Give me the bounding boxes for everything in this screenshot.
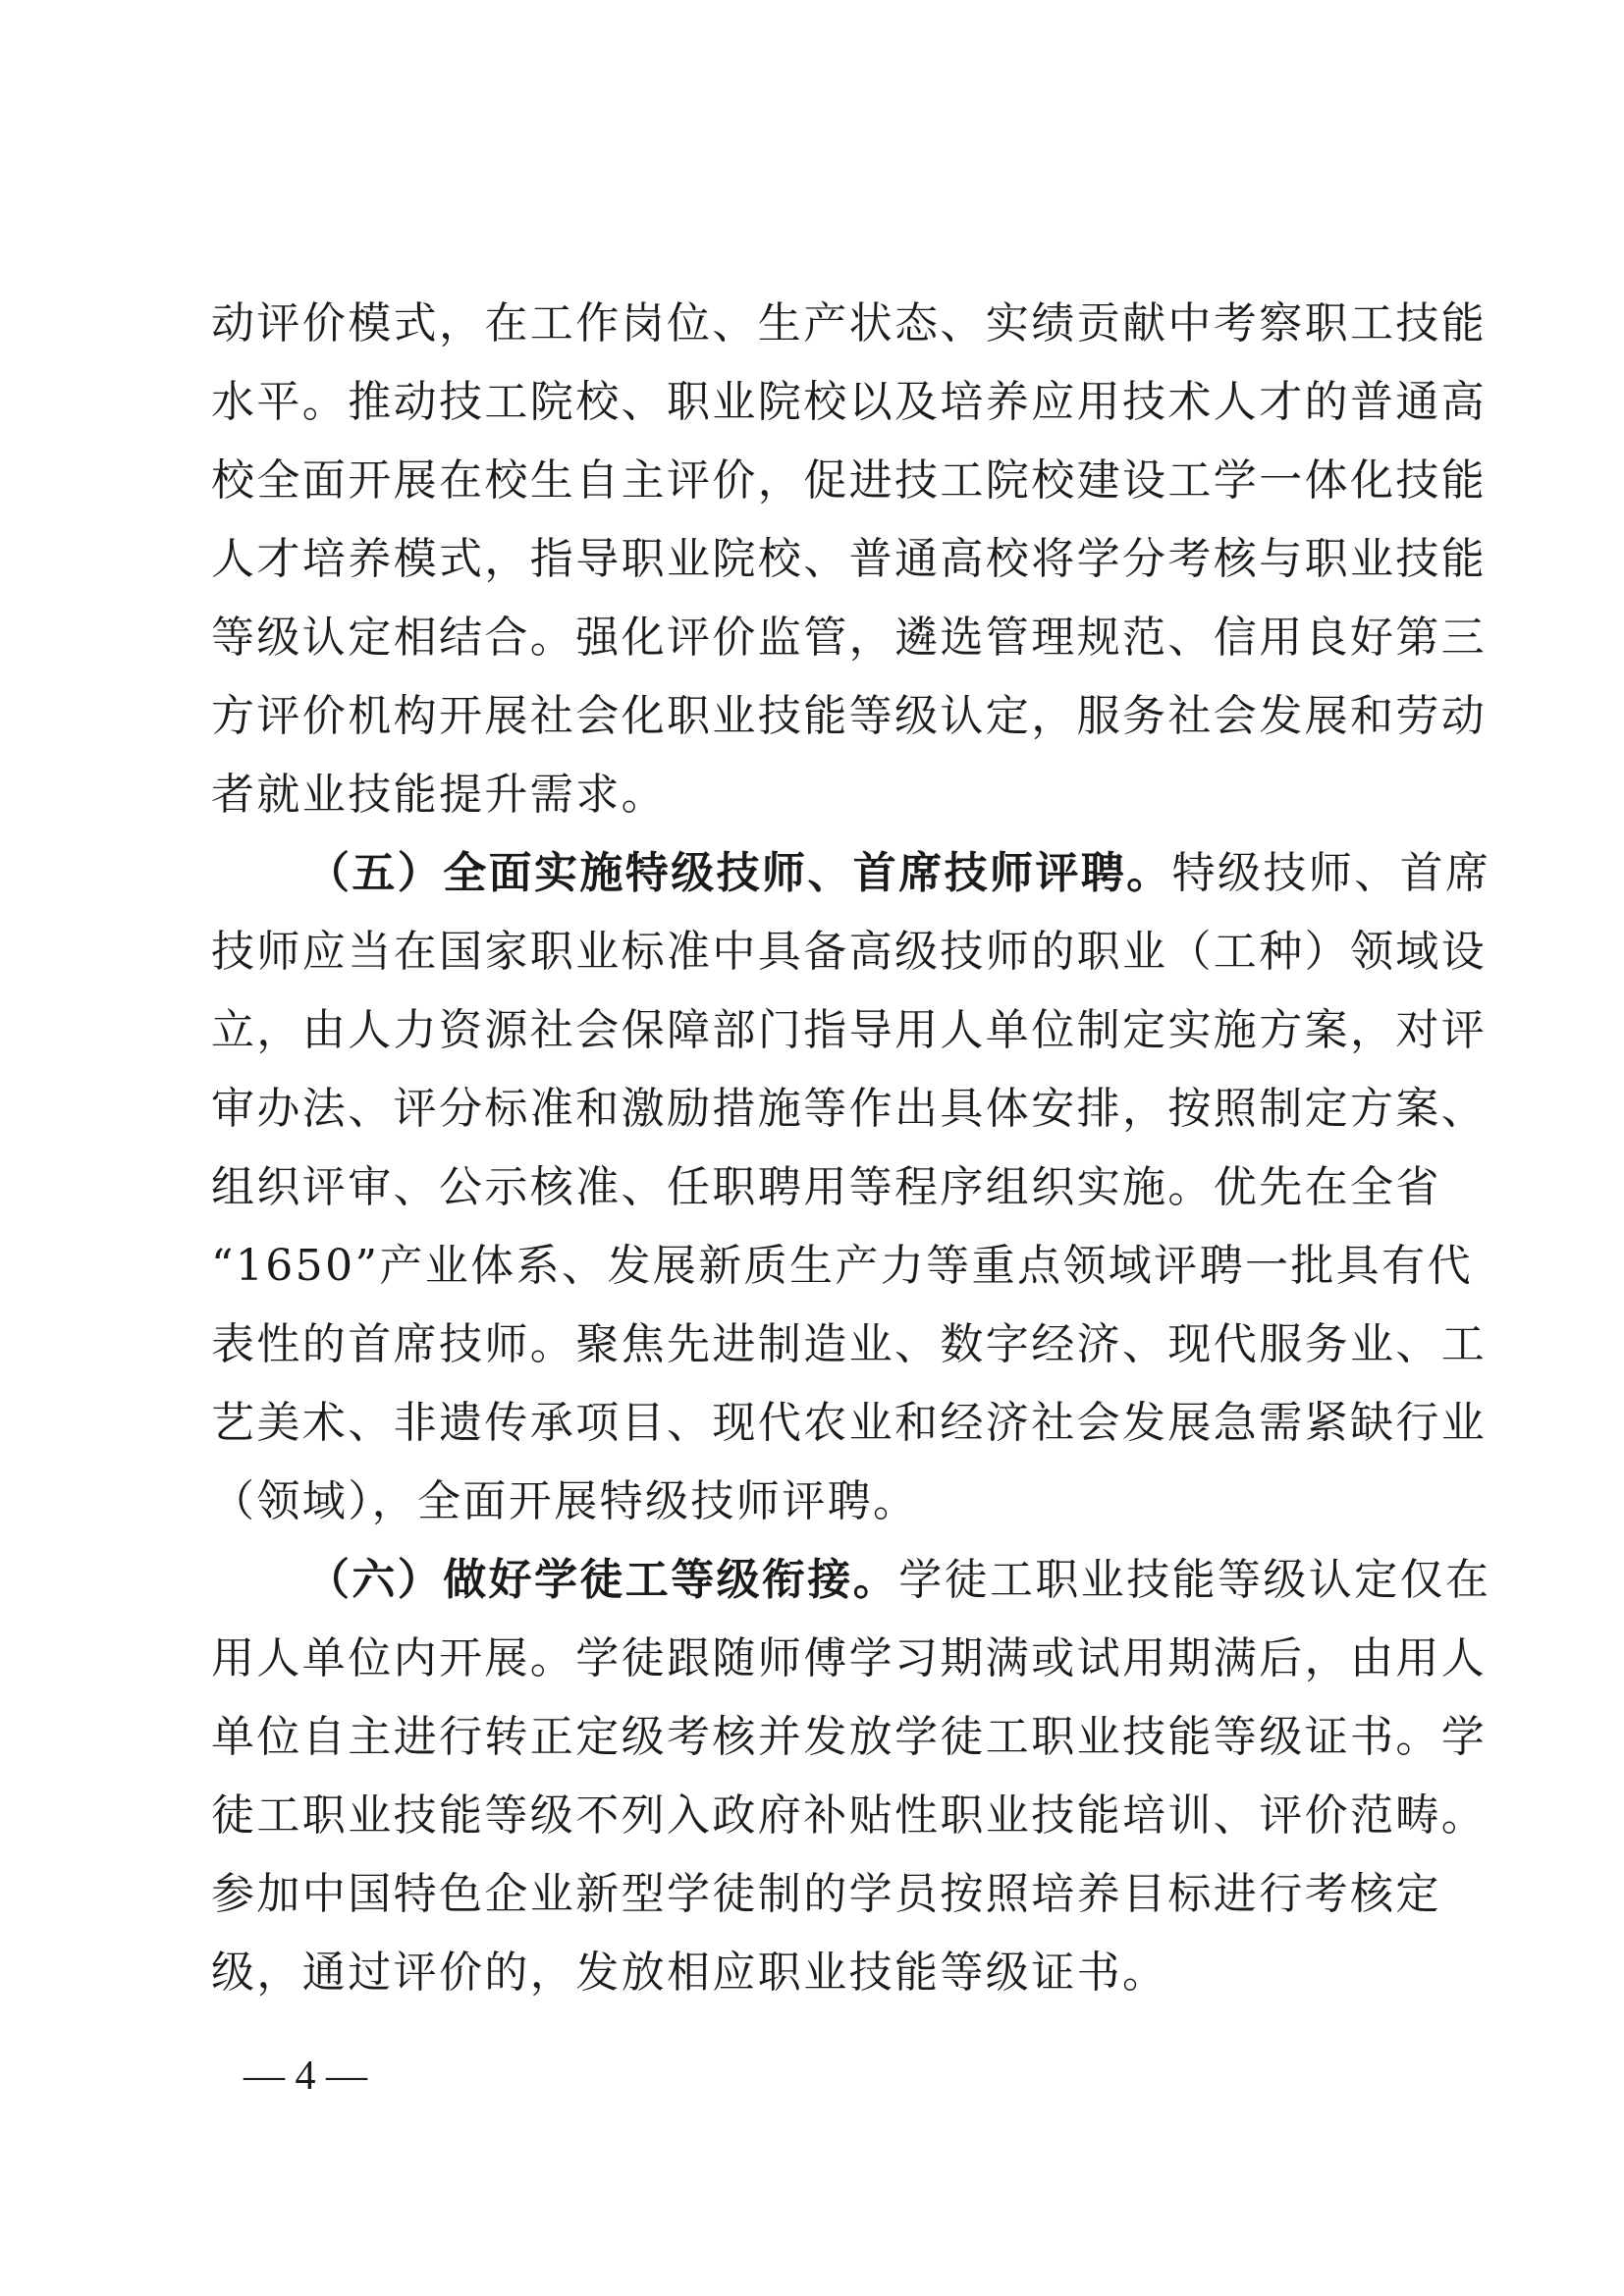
text-line: 立，由人力资源社会保障部门指导用人单位制定实施方案，对评 bbox=[211, 1005, 1488, 1055]
text-line: 动评价模式，在工作岗位、生产状态、实绩贡献中考察职工技能 bbox=[211, 298, 1488, 348]
text-line: 方评价机构开展社会化职业技能等级认定，服务社会发展和劳动 bbox=[211, 691, 1488, 741]
section-five-paragraph bbox=[211, 834, 1491, 1541]
section-six-first-line bbox=[211, 1541, 1491, 1620]
text-line: 级，通过评价的，发放相应职业技能等级证书。 bbox=[211, 1948, 1168, 1998]
text-line: 单位自主进行转正定级考核并发放学徒工职业技能等级证书。学 bbox=[211, 1712, 1488, 1762]
text-line: 水平。推动技工院校、职业院校以及培养应用技术人才的普通高 bbox=[211, 377, 1488, 427]
section-five-first-line bbox=[211, 834, 1491, 913]
section-six-heading: （六）做好学徒工等级衔接。 bbox=[306, 1555, 899, 1605]
section-six-paragraph bbox=[211, 1541, 1491, 2012]
text-line: 审办法、评分标准和激励措施等作出具体安排，按照制定方案、 bbox=[211, 1084, 1488, 1134]
text-line: “1650”产业体系、发展新质生产力等重点领域评聘一批具有代 bbox=[211, 1241, 1473, 1291]
text-line: 表性的首席技师。聚焦先进制造业、数字经济、现代服务业、工 bbox=[211, 1319, 1488, 1369]
text-line: 者就业技能提升需求。 bbox=[211, 770, 667, 820]
text-line: 徒工职业技能等级不列入政府补贴性职业技能培训、评价范畴。 bbox=[211, 1790, 1488, 1841]
text-line: 等级认定相结合。强化评价监管，遴选管理规范、信用良好第三 bbox=[211, 613, 1488, 663]
section-six-lead-text: 学徒工职业技能等级认定仅在 bbox=[898, 1555, 1491, 1605]
section-five-lead-text: 特级技师、首席 bbox=[1171, 848, 1491, 898]
text-line: 组织评审、公示核准、任职聘用等程序组织实施。优先在全省 bbox=[211, 1162, 1441, 1212]
text-line: 校全面开展在校生自主评价，促进技工院校建设工学一体化技能 bbox=[211, 455, 1488, 506]
page-number: — 4 — bbox=[244, 2054, 367, 2099]
text-line: 人才培养模式，指导职业院校、普通高校将学分考核与职业技能 bbox=[211, 534, 1488, 584]
text-line: 艺美术、非遗传承项目、现代农业和经济社会发展急需紧缺行业 bbox=[211, 1398, 1488, 1448]
text-line: 用人单位内开展。学徒跟随师傅学习期满或试用期满后，由用人 bbox=[211, 1633, 1488, 1683]
paragraph-continuation bbox=[211, 285, 1488, 834]
section-five-heading: （五）全面实施特级技师、首席技师评聘。 bbox=[306, 848, 1172, 898]
text-line: 技师应当在国家职业标准中具备高级技师的职业（工种）领域设 bbox=[211, 927, 1488, 977]
document-body bbox=[211, 285, 1491, 2012]
text-line: （领域），全面开展特级技师评聘。 bbox=[211, 1476, 919, 1526]
text-line: 参加中国特色企业新型学徒制的学员按照培养目标进行考核定 bbox=[211, 1869, 1441, 1919]
